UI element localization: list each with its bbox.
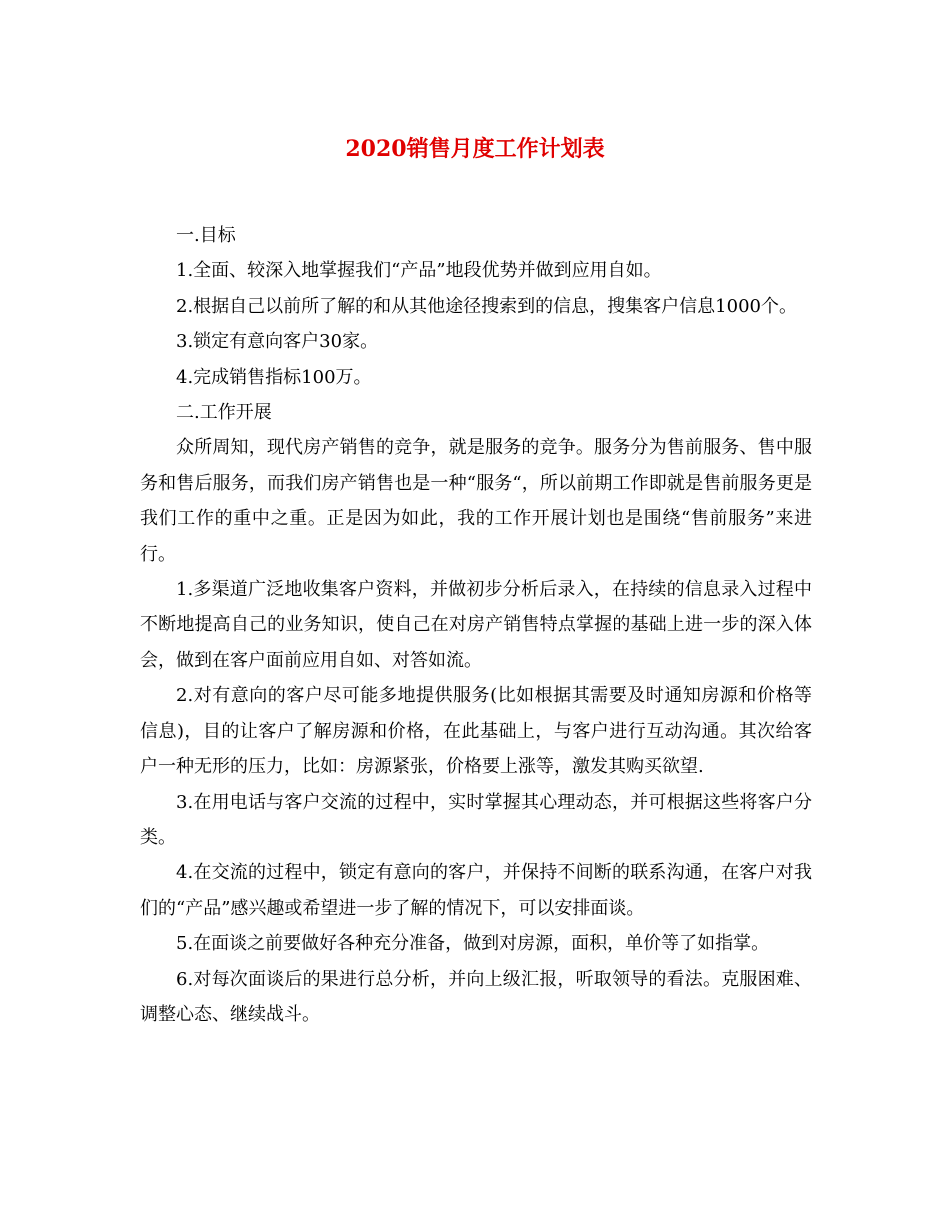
work-item-5: 5.在面谈之前要做好各种充分准备，做到对房源，面积，单价等了如指掌。 (176, 933, 770, 955)
goal-item-1: 1.全面、较深入地掌握我们“产品”地段优势并做到应用自如。 (176, 260, 662, 282)
intro-paragraph: 众所周知，现代房产销售的竞争，就是服务的竞争。服务分为售前服务、售中服务和售后服务，而我们房产销售也是一种“服务“，所以前期工作即就是售前服务更是我们工作的重中之重。正是因为如此，我的工作开展计划也是围绕“售前服务”来进行。 (140, 437, 812, 565)
goal-item-3: 3.锁定有意向客户30家。 (176, 331, 379, 353)
work-item-2: 2.对有意向的客户尽可能多地提供服务(比如根据其需要及时通知房源和价格等信息)，目的让客户了解房源和价格，在此基础上，与客户进行互动沟通。其次给客户一种无形的压力，比如：房源紧张，价格要上涨等，激发其购买欲望. (140, 685, 812, 778)
work-item-6: 6.对每次面谈后的果进行总分析，并向上级汇报，听取领导的看法。克服困难、调整心态、继续战斗。 (140, 968, 812, 1025)
section-heading-goals: 一.目标 (176, 225, 236, 246)
document-title: 2020销售月度工作计划表 (345, 136, 605, 162)
goal-item-4: 4.完成销售指标100万。 (176, 366, 372, 388)
goal-item-2: 2.根据自己以前所了解的和从其他途径搜索到的信息，搜集客户信息1000个。 (176, 295, 797, 317)
document-body (140, 218, 812, 1032)
work-item-1: 1.多渠道广泛地收集客户资料，并做初步分析后录入，在持续的信息录入过程中不断地提高自己的业务知识，使自己在对房产销售特点掌握的基础上进一步的深入体会，做到在客户面前应用自如、对答如流。 (140, 579, 812, 671)
section-heading-work: 二.工作开展 (176, 402, 272, 424)
work-item-4: 4.在交流的过程中，锁定有意向的客户，并保持不间断的联系沟通，在客户对我们的“产品”感兴趣或希望进一步了解的情况下，可以安排面谈。 (140, 862, 812, 919)
work-item-3: 3.在用电话与客户交流的过程中，实时掌握其心理动态，并可根据这些将客户分类。 (140, 791, 812, 848)
